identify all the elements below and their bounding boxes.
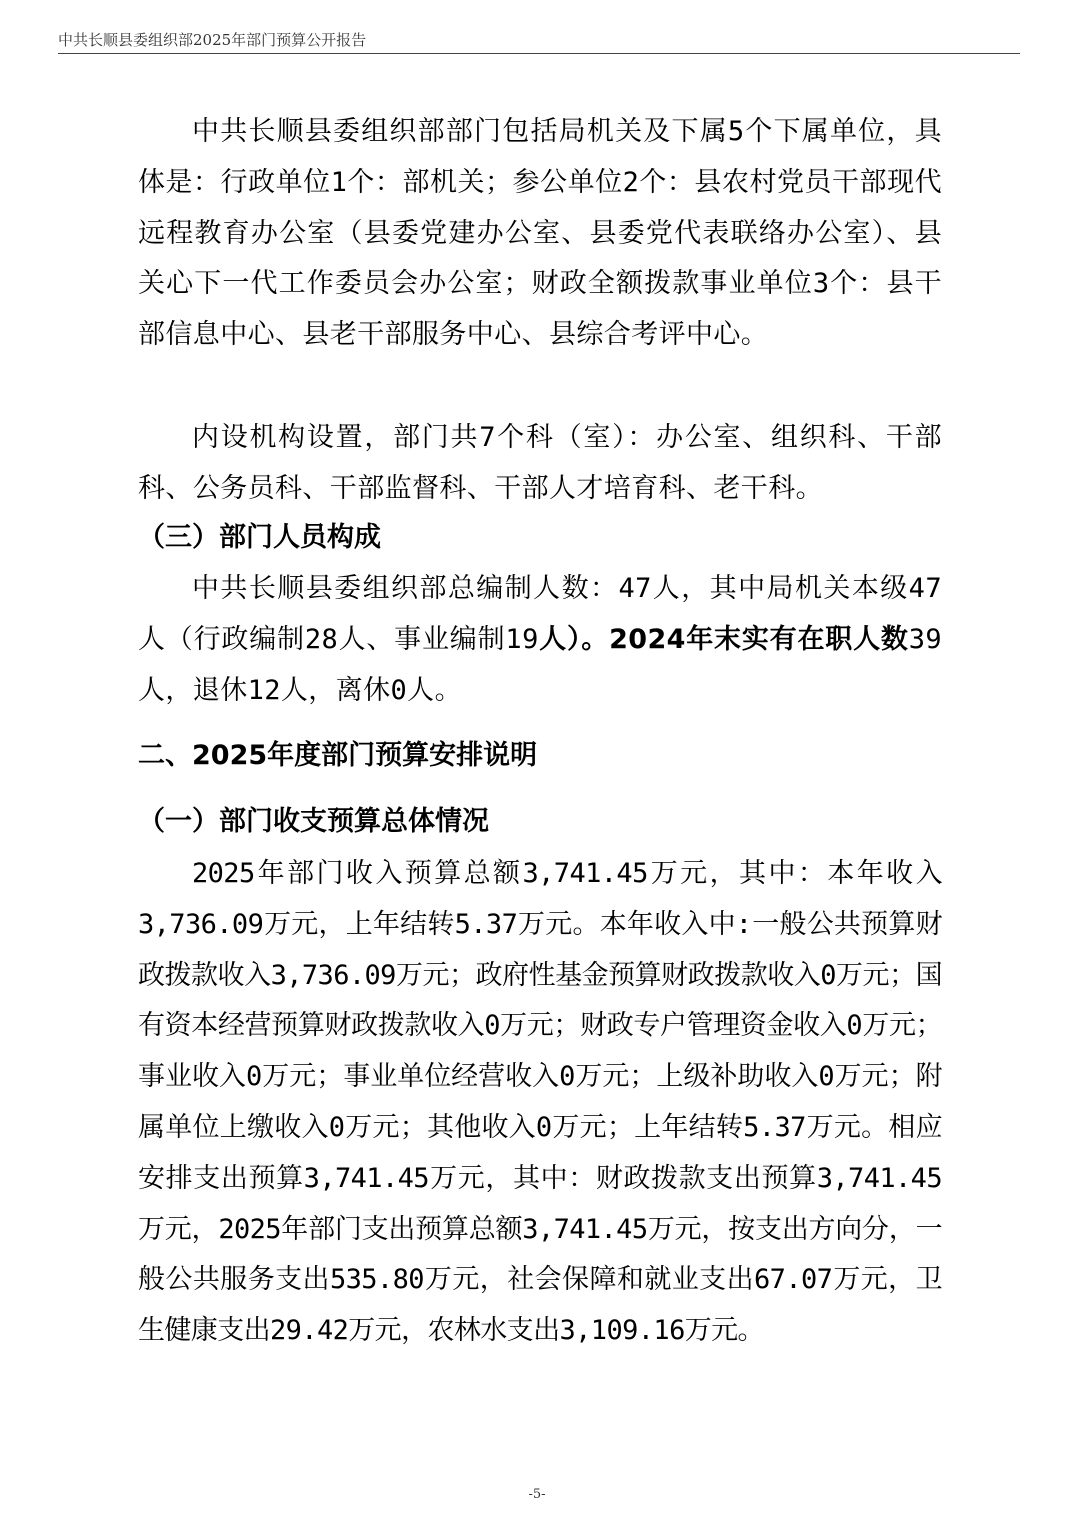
paragraph-budget-details: 2025年部门收入预算总额3,741.45万元，其中：本年收入3,736.09万元，上年结转5.37万元。本年收入中:一般公共预算财政拨款收入3,736.09万元；政府性基金预算财政拨款收入0万元；国有资本经营预算财政拨款收入0万元；财政专户管理资金收入0万元；事业收入0万元；事业单位经营收入0万元；上级补助收入0万元；附属单位上缴收入0万元；其他收入0万元；上年结转5.37万元。相应安排支出预算3,741.45万元，其中：财政拨款支出预算3,741.45万元，2025年部门支出预算总额3,741.45万元，按支出方向分，一般公共服务支出535.80万元，社会保障和就业支出67.07万元，卫生健康支出29.42万元，农林水支出3,109.16万元。 [138,858,942,1347]
staff-text-part1: 中共长顺县委组织部总编制人数：47人，其中局机关本级47人（行政编制28人、事业编制19 [138,573,942,655]
staff-text-part2: 39人，退休12人，离休0人。 [138,623,942,706]
staff-text-bold: 人）。2024年末实有在职人数 [538,623,909,655]
paragraph-internal-structure: 内设机构设置，部门共7个科（室）：办公室、组织科、干部科、公务员科、干部监督科、干部人才培育科、老干科。 [138,422,942,504]
heading-staff-composition: （三）部门人员构成 [138,522,381,553]
paragraph-staff-numbers [138,564,942,716]
page-number: -5- [528,1487,546,1502]
heading-section-2: 二、2025年度部门预算安排说明 [138,740,538,771]
heading-budget-overview: （一）部门收支预算总体情况 [138,806,489,837]
running-header-title: 中共长顺县委组织部2025年部门预算公开报告 [58,31,367,49]
paragraph-department-units: 中共长顺县委组织部部门包括局机关及下属5个下属单位，具体是：行政单位1个：部机关；参公单位2个：县农村党员干部现代远程教育办公室（县委党建办公室、县委党代表联络办公室）、县关心下一代工作委员会办公室；财政全额拨款事业单位3个：县干部信息中心、县老干部服务中心、县综合考评中心。 [138,116,942,351]
header-rule [58,53,1020,54]
